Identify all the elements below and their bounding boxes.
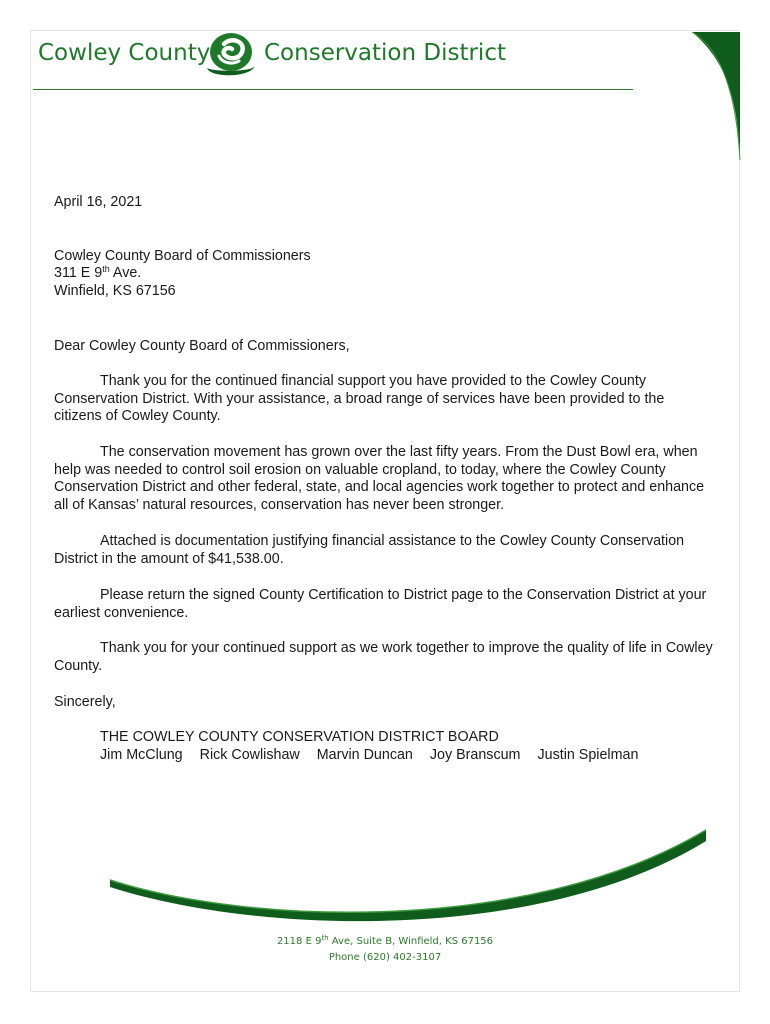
letter-date: April 16, 2021 — [54, 194, 143, 210]
district-logo-icon — [202, 30, 258, 80]
body-paragraph: Please return the signed County Certification to District page to the Conservation District at your earliest convenience. — [54, 587, 707, 621]
board-member: Marvin Duncan — [316, 747, 413, 763]
corner-swoosh-decoration — [690, 30, 742, 162]
org-name-left: Cowley County — [38, 40, 211, 66]
recipient-address: 311 E 9th Ave. — [54, 264, 142, 281]
board-members — [100, 747, 638, 765]
bottom-swoosh-decoration — [100, 825, 712, 930]
board-title: THE COWLEY COUNTY CONSERVATION DISTRICT BOARD — [100, 729, 499, 745]
closing: Sincerely, — [54, 694, 116, 710]
org-name-right: Conservation District — [264, 40, 506, 66]
recipient-name: Cowley County Board of Commissioners — [54, 248, 311, 264]
recipient-city: Winfield, KS 67156 — [54, 283, 176, 299]
board-member: Jim McClung — [100, 747, 183, 763]
footer-phone: Phone (620) 402-3107 — [328, 952, 442, 963]
body-paragraph: Attached is documentation justifying financial assistance to the Cowley County Conservation District in the amount of $41,538.00. — [54, 533, 685, 567]
body-paragraph: The conservation movement has grown over the last fifty years. From the Dust Bowl era, when help was needed to control soil erosion on valuable cropland, to today, where the Cowley County Conservation District and other federal, state, and local agencies work together to protect and enhance all of Kansas’ natural resources, conservation has never been stronger. — [54, 444, 705, 513]
board-member: Joy Branscum — [429, 747, 521, 763]
board-member: Rick Cowlishaw — [199, 747, 300, 763]
board-member: Justin Spielman — [537, 747, 639, 763]
body-paragraph: Thank you for your continued support as we work together to improve the quality of life in Cowley County. — [54, 640, 713, 674]
salutation: Dear Cowley County Board of Commissioners, — [54, 338, 350, 354]
header-rule — [33, 89, 633, 90]
footer-address: 2118 E 9th Ave, Suite B, Winfield, KS 67156 — [276, 934, 494, 947]
body-paragraph: Thank you for the continued financial support you have provided to the Cowley County Conservation District. With your assistance, a broad range of services have been provided to the citizens of Cowley County. — [54, 373, 665, 425]
